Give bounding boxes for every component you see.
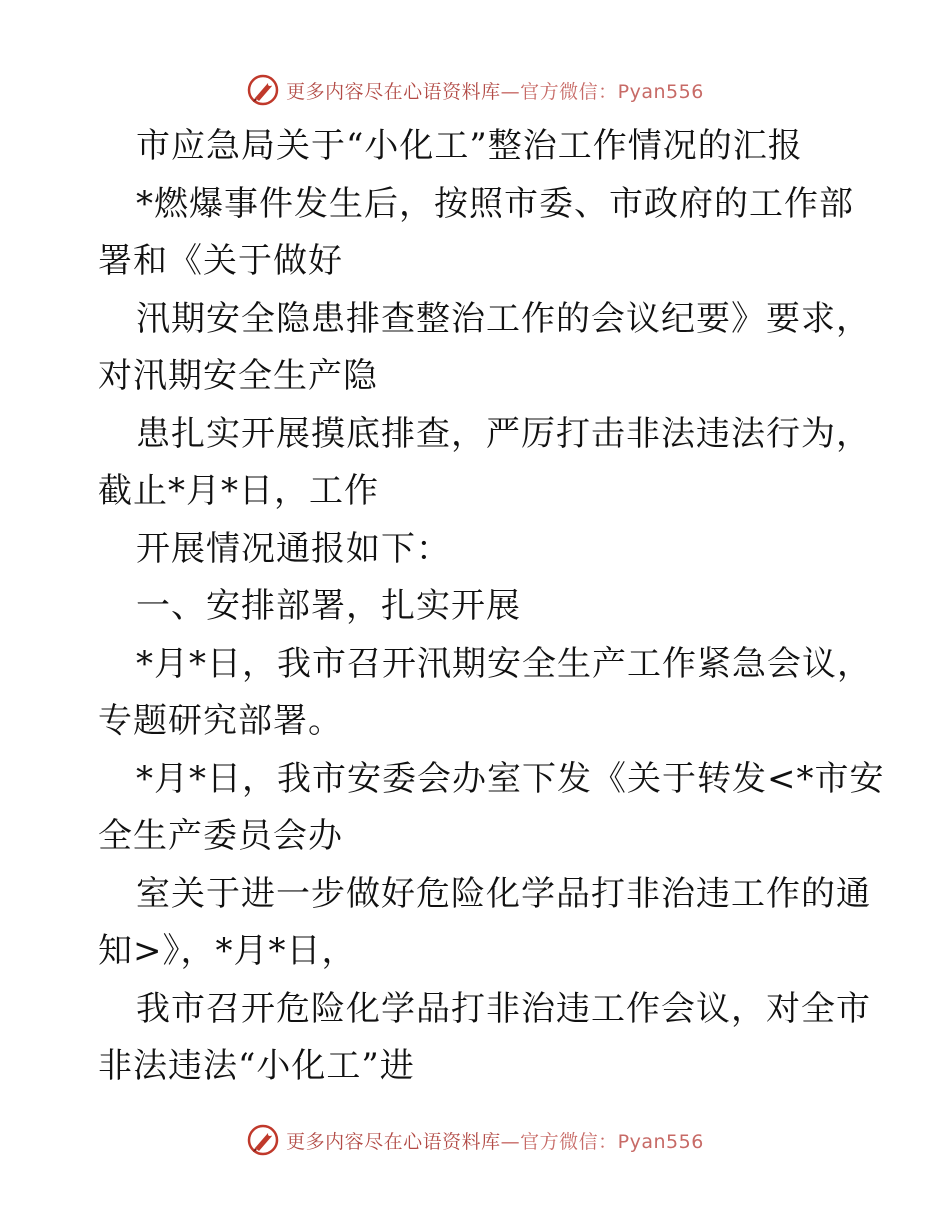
text-line: 一、安排部署，扎实开展	[136, 586, 521, 626]
text-line: 汛期安全隐患排查整治工作的会议纪要》要求，	[136, 298, 871, 339]
text-line: 非法违法“小化工”进	[98, 1046, 415, 1086]
text-line: *燃爆事件发生后，按照市委、市政府的工作部	[136, 183, 854, 224]
text-line: 市应急局关于“小化工”整治工作情况的汇报	[136, 126, 803, 166]
banner-main-text: 更多内容尽在心语资料库	[286, 1130, 501, 1153]
banner-wechat-text: —官方微信：Pyan556	[500, 80, 704, 103]
text-line: *月*日，我市召开汛期安全生产工作紧急会议，	[136, 643, 872, 684]
pen-logo-icon	[246, 1123, 280, 1157]
text-line: 截止*月*日，工作	[98, 471, 379, 511]
text-line: 开展情况通报如下：	[136, 528, 451, 569]
text-line: 专题研究部署。	[98, 701, 343, 741]
pen-logo-icon	[246, 73, 280, 107]
header-watermark	[0, 70, 950, 110]
text-line: 对汛期安全生产隐	[98, 356, 378, 396]
banner-main-text: 更多内容尽在心语资料库	[286, 80, 501, 103]
text-line: 患扎实开展摸底排查，严厉打击非法违法行为，	[136, 413, 871, 454]
document-body	[98, 118, 885, 1096]
text-line: 知>》，*月*日，	[98, 931, 357, 971]
text-line: 我市召开危险化学品打非治违工作会议，对全市	[136, 988, 871, 1029]
text-line: 室关于进一步做好危险化学品打非治违工作的通	[136, 873, 871, 914]
text-line: *月*日，我市安委会办室下发《关于转发<*市安	[136, 758, 885, 799]
text-line: 全生产委员会办	[98, 816, 343, 856]
banner-wechat-text: —官方微信：Pyan556	[500, 1130, 704, 1153]
text-line: 署和《关于做好	[98, 241, 343, 281]
footer-watermark	[0, 1120, 950, 1160]
